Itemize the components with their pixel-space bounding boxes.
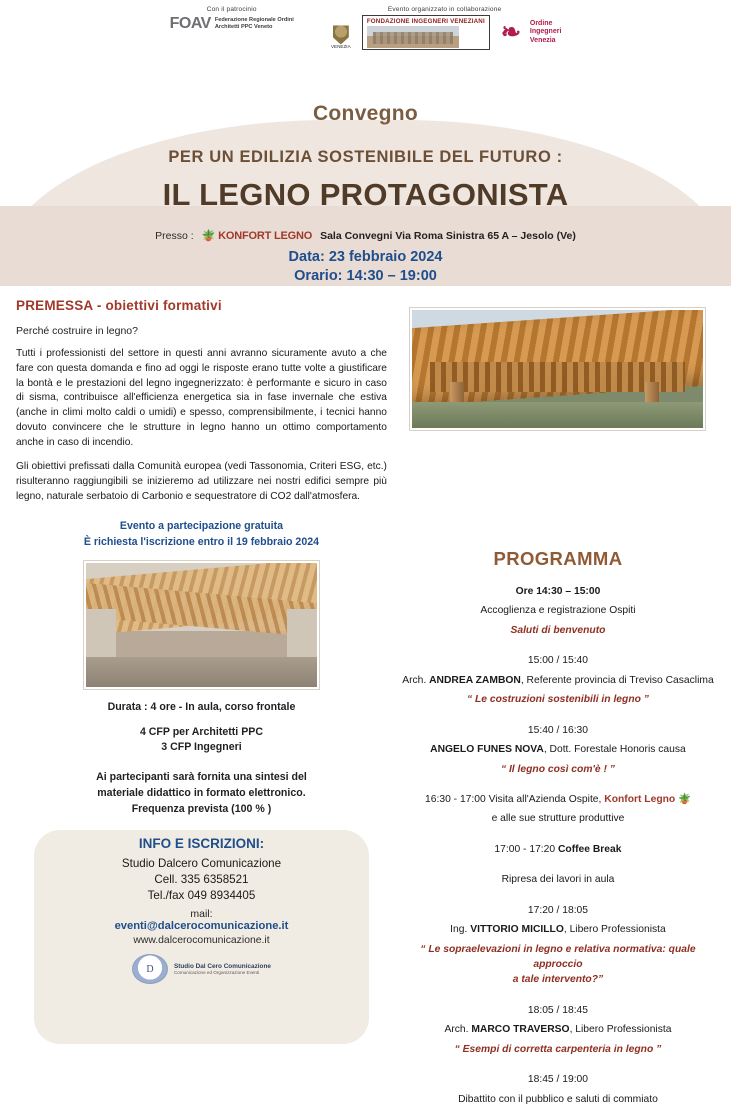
programma-visit-line-2: e alle sue strutture produttive [491, 813, 625, 825]
programma-speaker [401, 1022, 715, 1037]
materials-line-2: materiale didattico in formato elettronico. [97, 787, 306, 800]
spacer [401, 992, 715, 1003]
bee-icon: 🪴 [678, 793, 691, 805]
floor-shape [86, 657, 317, 687]
materials-line-1: Ai partecipanti sarà fornita una sintesi del [96, 771, 307, 784]
event-date: Data: 23 febbraio 2024 [288, 249, 443, 265]
info-email-link[interactable]: eventi@dalcerocomunicazione.it [114, 920, 289, 933]
programma-time: 15:40 / 16:30 [527, 724, 589, 736]
info-section [16, 836, 387, 984]
programma-time: 17:20 / 18:05 [527, 904, 589, 916]
speaker-role: , Libero Professionista [569, 1024, 672, 1036]
visit-company: Konfort Legno [604, 793, 676, 805]
page-title: IL LEGNO PROTAGONISTA [162, 177, 569, 212]
event-kicker: Convegno [312, 102, 419, 125]
premessa-paragraph-2: Gli obiettivi prefissati dalla Comunità europea (vedi Tassonomia, Criteri ESG, etc.) risulteranno raggiungibili se inizieremo ad utilizzare nei nostri edifici sempre più legno, naturale serbatoio di Carbonio e sequestratore di CO2 dall'atmosfera. [16, 461, 387, 503]
credits-engineers: 3 CFP Ingegneri [161, 741, 242, 754]
speaker-prefix: Ing. [450, 924, 471, 936]
programma-visit [401, 792, 715, 807]
programma-item [401, 1003, 715, 1057]
credits-block [16, 725, 387, 757]
foav-name-line2: Architetti PPC Veneto [214, 24, 273, 30]
oiv-line3: Venezia [529, 36, 556, 44]
spacer [401, 1061, 715, 1072]
course-duration: Durata : 4 ore - In aula, corso frontale [107, 700, 296, 713]
photo-exterior-timber-canopy [410, 308, 705, 430]
content-area [0, 286, 731, 1111]
right-column [401, 298, 715, 1111]
info-content [16, 836, 387, 984]
programma-heading: PROGRAMMA [493, 548, 623, 569]
dalcero-logo [16, 954, 387, 984]
event-subtitle: PER UN EDILIZIA SOSTENIBILE DEL FUTURO : [168, 148, 563, 166]
ordine-ingegneri-mark-icon: ❧ [500, 19, 521, 46]
free-line-2: È richiesta l'iscrizione entro il 19 febbraio 2024 [83, 535, 319, 548]
photo-interior-timber-structure [84, 561, 319, 689]
speaker-name: VITTORIO MICILLO [470, 924, 564, 936]
spacer [401, 781, 715, 792]
foav-logo-group [170, 15, 294, 33]
coffee-time: 17:00 - 17:20 [494, 843, 558, 855]
dalcero-name: Studio Dal Cero Comunicazione [173, 963, 271, 971]
hero-banner [0, 68, 731, 286]
programma-speaker [401, 922, 715, 937]
ground-shape [412, 402, 703, 428]
ordine-ingegneri-venezia-logo [498, 20, 562, 46]
premessa-paragraph-1: Tutti i professionisti del settore in questi anni avranno sicuramente avuto a che fare con questa domanda e fino ad oggi le risposte erano tutte volte a giustificare la bontà e le prestazioni del legno ingegnerizzato: è performante e sicuro in caso di sisma, contribuisce all'efficienza energetica sia in fase invernale che estiva (anche in climi molto caldi o umidi) e spesso, comprensibilmente, i tecnici hanno dovuto convincere che le strutture in legno hanno un ottimo comportamento anche in caso di incendio. [16, 348, 387, 448]
programma-time: 15:00 / 15:40 [527, 655, 589, 667]
ordine-architetti-venezia-crest-icon [328, 16, 354, 50]
programma-item [401, 723, 715, 777]
spacer [401, 712, 715, 723]
programma-closing: Dibattito con il pubblico e saluti di commiato [458, 1093, 658, 1105]
talk-title-line-1: “ Le sopraelevazioni in legno e relativa normativa: quale approccio [420, 943, 696, 970]
oiv-line2: Ingegneri [529, 28, 562, 36]
programma-line: Accoglienza e registrazione Ospiti [480, 605, 636, 617]
oiv-line1: Ordine [529, 19, 553, 27]
programma-talk-title: “ Il legno così com'è ! ” [500, 763, 615, 775]
programma-speaker [401, 673, 715, 688]
attendance-requirement: Frequenza prevista (100 % ) [131, 803, 272, 816]
speaker-name: ANGELO FUNES NOVA [430, 744, 544, 756]
presso-label: Presso : [155, 229, 194, 242]
crest-caption: VENEZIA [330, 44, 351, 50]
venue-address: Sala Convegni Via Roma Sinistra 65 A – Jesolo (Ve) [320, 229, 576, 242]
konfort-legno-wordmark: KONFORT LEGNO [218, 229, 313, 242]
free-line-1: Evento a partecipazione gratuita [119, 519, 283, 532]
patronage-block [170, 6, 294, 33]
fondazione-ingegneri-veneziani-logo [362, 15, 490, 50]
info-mail-label: mail: [190, 908, 213, 921]
info-phone-fax[interactable]: Tel./fax 049 8934405 [147, 889, 256, 903]
fiv-building-image [367, 26, 459, 48]
sponsor-strip [0, 0, 731, 66]
speaker-name: MARCO TRAVERSO [471, 1024, 570, 1036]
programma-greeting: Saluti di benvenuto [510, 624, 606, 636]
materials-note [16, 770, 387, 818]
speaker-role: , Libero Professionista [563, 924, 666, 936]
info-heading: INFO E ISCRIZIONI: [138, 836, 265, 852]
speaker-role: , Dott. Forestale Honoris causa [543, 744, 686, 756]
patronage-caption: Con il patrocinio [206, 6, 257, 13]
info-studio: Studio Dalcero Comunicazione [121, 857, 282, 871]
programma-talk-title: “ Le costruzioni sostenibili in legno ” [466, 694, 649, 706]
speaker-prefix: Arch. [402, 674, 430, 686]
programma-item [401, 653, 715, 707]
konfort-legno-logo [202, 229, 312, 242]
speaker-prefix: Arch. [444, 1024, 472, 1036]
event-time: Orario: 14:30 – 19:00 [294, 268, 437, 284]
coffee-label: Coffee Break [557, 843, 622, 855]
foav-name-line1: Federazione Regionale Ordini [214, 17, 294, 24]
premessa-heading: PREMESSA - obiettivi formativi [16, 298, 222, 313]
programma-time: Ore 14:30 – 15:00 [515, 586, 601, 597]
programma-coffee-break [401, 842, 715, 857]
programma-item [401, 903, 715, 988]
free-participation-note [16, 519, 387, 551]
organizers-logo-group [328, 15, 562, 50]
spacer [401, 861, 715, 872]
programma-item [401, 792, 715, 827]
programma-item [401, 842, 715, 857]
organizers-block [328, 6, 562, 50]
left-column [16, 298, 387, 1111]
spacer [401, 642, 715, 653]
visit-text: 16:30 - 17:00 Visita all'Azienda Ospite, [425, 793, 605, 805]
premessa-question: Perché costruire in legno? [16, 325, 138, 337]
programma-time: 18:05 / 18:45 [527, 1004, 589, 1016]
info-website-link[interactable]: www.dalcerocomunicazione.it [133, 935, 270, 947]
spacer [401, 831, 715, 842]
bee-icon: 🪴 [201, 230, 216, 242]
programma-resume: Ripresa dei lavori in aula [501, 874, 615, 886]
programma-talk-title [401, 942, 715, 988]
programma-list [401, 584, 715, 1107]
fiv-title: FONDAZIONE INGEGNERI VENEZIANI [366, 18, 485, 25]
dalcero-logo-text [174, 963, 271, 975]
programma-speaker [401, 742, 715, 757]
crest-shield-icon [333, 25, 349, 44]
ordine-ingegneri-name [530, 20, 562, 45]
programma-talk-title: “ Esempi di corretta carpenteria in legno ” [454, 1043, 662, 1055]
info-phone-cell[interactable]: Cell. 335 6358521 [154, 873, 249, 887]
foav-name [215, 17, 294, 31]
organizers-caption: Evento organizzato in collaborazione [387, 6, 502, 13]
venue-row [0, 229, 731, 242]
speaker-role: , Referente provincia di Treviso Casaclima [520, 674, 714, 686]
credits-architects: 4 CFP per Architetti PPC [139, 725, 263, 738]
foav-wordmark-icon: FOAV [169, 15, 211, 32]
dalcero-monogram-icon: D [132, 954, 168, 984]
programma-time: 18:45 / 19:00 [527, 1074, 589, 1086]
programma-item [401, 584, 715, 638]
dalcero-tagline: Comunicazione ed Organizzazione Eventi [173, 970, 260, 976]
speaker-name: ANDREA ZAMBON [429, 674, 521, 686]
spacer [401, 892, 715, 903]
programma-item [401, 1072, 715, 1107]
hero-content [0, 68, 731, 284]
two-column-layout [16, 298, 715, 1111]
talk-title-line-2: a tale intervento?” [512, 974, 604, 986]
